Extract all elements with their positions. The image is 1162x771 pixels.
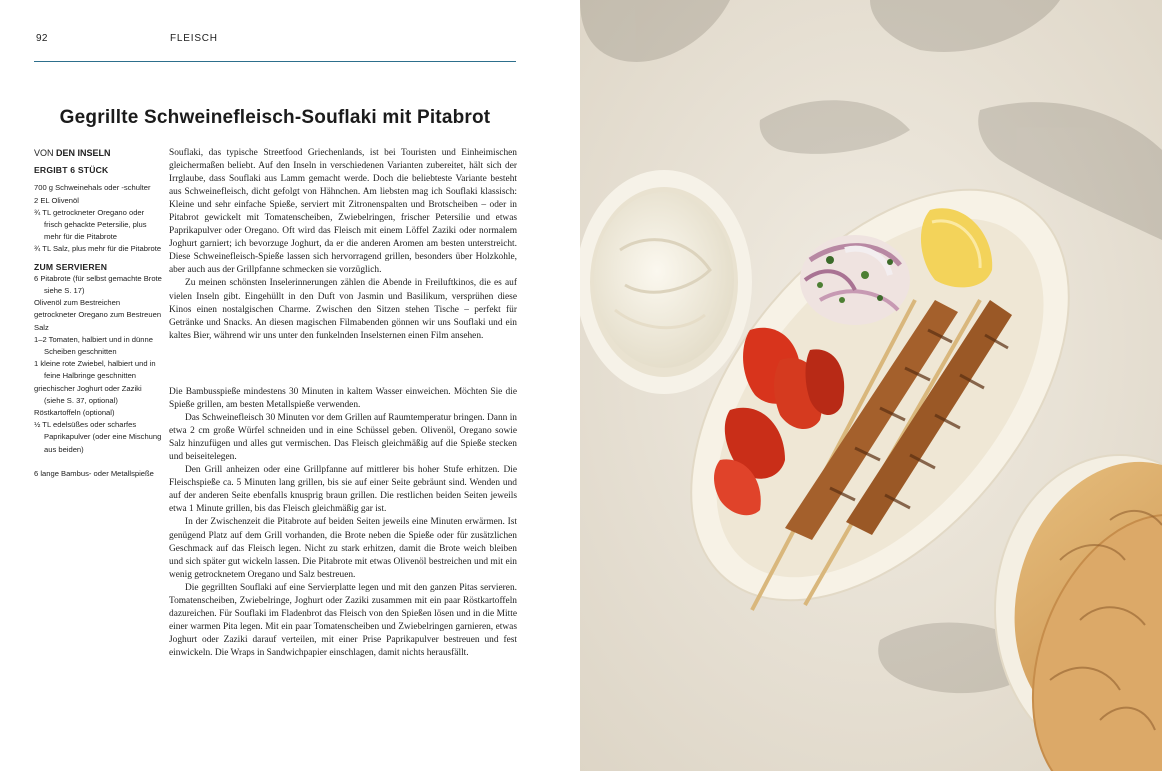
ingredient-item: ¾ TL Salz, plus mehr für die Pitabrote (34, 244, 162, 254)
method-step: Den Grill anheizen oder eine Grillpfanne auf mittlerer bis hoher Stufe erhitzen. Die Fleischspieße ca. 5 Minuten lang grillen, bis sie auf einer Seite gebräunt sind. Wenden und auf der anderen Seite ebenfalls knusprig braun grillen. Die restlichen beiden Seiten jeweils etwa 1 Minute grillen, bis das Fleisch gleichmäßig gar ist. (169, 465, 517, 515)
method-step: Die Bambusspieße mindestens 30 Minuten in kaltem Wasser einweichen. Möchten Sie die Spieße grillen, am besten Metallspieße verwenden. (169, 387, 517, 411)
method-step: Das Schweinefleisch 30 Minuten vor dem Grillen auf Raumtemperatur bringen. Dann in etwa 2 cm große Würfel schneiden und in eine Schüssel geben. Olivenöl, Oregano sowie Salz hinzufügen und alles gut vermischen. Das Fleisch gleichmäßig auf die Spieße stecken und beiseitelegen. (169, 413, 517, 463)
food-photo (580, 0, 1162, 771)
serving-item: 1–2 Tomaten, halbiert und in dünne Scheiben geschnitten (34, 334, 153, 357)
left-page (0, 0, 580, 771)
recipe-yield: ERGIBT 6 STÜCK (34, 165, 109, 176)
onion-salad (800, 235, 910, 325)
method-step: Die gegrillten Souflaki auf eine Servierplatte legen und mit den ganzen Pitas servieren. Tomatenscheiben, Zwiebelringe, Joghurt oder Zaziki zusammen mit ein paar Röstkartoffeln dazureichen. Für Souflaki im Fladenbrot das Fleisch von den Spießen lösen und in die Mitte einer warmen Pita legen. Mit ein paar Tomatenscheiben und Zwiebelringen garnieren, etwas Joghurt oder Zaziki darauf verteilen, mit einer Prise Paprikapulver bestreuen und fest einwickeln. Die Wraps in Sandwichpapier einschlagen, damit nichts herausfällt. (169, 582, 517, 658)
serving-item: Salz (34, 322, 49, 332)
ingredient-item: 700 g Schweinehals oder -schulter (34, 183, 151, 193)
origin-name: DEN INSELN (56, 148, 111, 158)
serving-item: 1 kleine rote Zwiebel, halbiert und in feine Halbringe geschnitten (34, 359, 156, 381)
method-text (169, 386, 517, 660)
origin-line (34, 147, 162, 159)
serving-item: ½ TL edelsüßes oder scharfes Paprikapulver (oder eine Mischung aus beiden) (34, 420, 162, 454)
food-photo-illustration (580, 0, 1162, 771)
serving-item: getrockneter Oregano zum Bestreuen (34, 310, 162, 320)
serving-item: Röstkartoffeln (optional) (34, 408, 115, 418)
origin-prefix: VON (34, 148, 54, 158)
section-title: FLEISCH (170, 33, 218, 44)
serving-item: Olivenöl zum Bestreichen (34, 298, 121, 308)
intro-paragraph: Souflaki, das typische Streetfood Griechenlands, ist bei Touristen und Einheimischen gleichermaßen beliebt. Auf den Inseln in verschiedenen Varianten zubereitet, hält sich der Irrglaube, dass Souflaki aus Lamm gemacht werde. Doch die beliebteste Variante besteht aus Schweinefleisch, dicht gefolgt von Hähnchen. Am liebsten mag ich Souflaki klassisch: Kleine und sehr einfache Spieße, serviert mit Zitronenspalten und Brotscheiben – oder in Pitabrot gewickelt mit Tomatenscheiben, Zwiebelringen, frischer Petersilie und etwas Paprikapulver oder Oregano. Oft wird das Fleisch mit einem Löffel Zaziki oder normalem Joghurt garniert; ich bevorzuge Joghurt, da er die anderen Aromen am besten unterstreicht. Diese Schweinefleisch-Spieße lassen sich hervorragend grillen, besonders über Holzkohle, aber auch aus der Grillpfanne schmecken sie vorzüglich. (169, 148, 517, 276)
intro-paragraph: Zu meinen schönsten Inselerinnerungen zählen die Abende in Freiluftkinos, die es auf vielen Inseln gibt. Eingehüllt in den Duft von Jasmin und Basilikum, versprühen diese Kinos einen nostalgischen Charme. Zwischen den Sitzen stehen Tische – perfekt für Getränke und Snacks. An diesen magischen Filmabenden gönnen wir uns Souflaki und ein kaltes Bier, während wir uns unter den funkelnden Inselsternen einen Film ansehen. (169, 278, 517, 341)
ingredient-item: 2 EL Olivenöl (34, 195, 79, 205)
ingredient-item: ¾ TL getrockneter Oregano oder frisch gehackte Petersilie, plus mehr für die Pitabrote (34, 207, 147, 242)
serving-item: griechischer Joghurt oder Zaziki (siehe S. 37, optional) (34, 383, 142, 405)
page-number: 92 (36, 33, 48, 44)
serving-item: 6 Pitabrote (für selbst gemachte Brote siehe S. 17) (34, 273, 162, 296)
recipe-title: Gegrillte Schweinefleisch-Souflaki mit Pitabrot (59, 106, 491, 128)
serving-heading: ZUM SERVIEREN (34, 261, 108, 272)
intro-text (169, 147, 517, 343)
dip-bowl (580, 170, 752, 394)
equipment-item: 6 lange Bambus- oder Metallspieße (34, 468, 154, 478)
header-rule (34, 61, 516, 62)
ingredients-sidebar (34, 147, 162, 480)
method-step: In der Zwischenzeit die Pitabrote auf beiden Seiten jeweils eine Minuten erwärmen. Ist genügend Platz auf dem Grill vorhanden, die Brote neben die Spieße oder für zusätzlichen Geschmack auf das Fleisch legen. Nicht zu stark erhitzen, damit die Brote weich bleiben und sich später gut wickeln lassen. Die Pitabrote mit etwas Olivenöl bestreichen und mit ein wenig getrocknetem Oregano und Salz bestreuen. (169, 517, 517, 580)
